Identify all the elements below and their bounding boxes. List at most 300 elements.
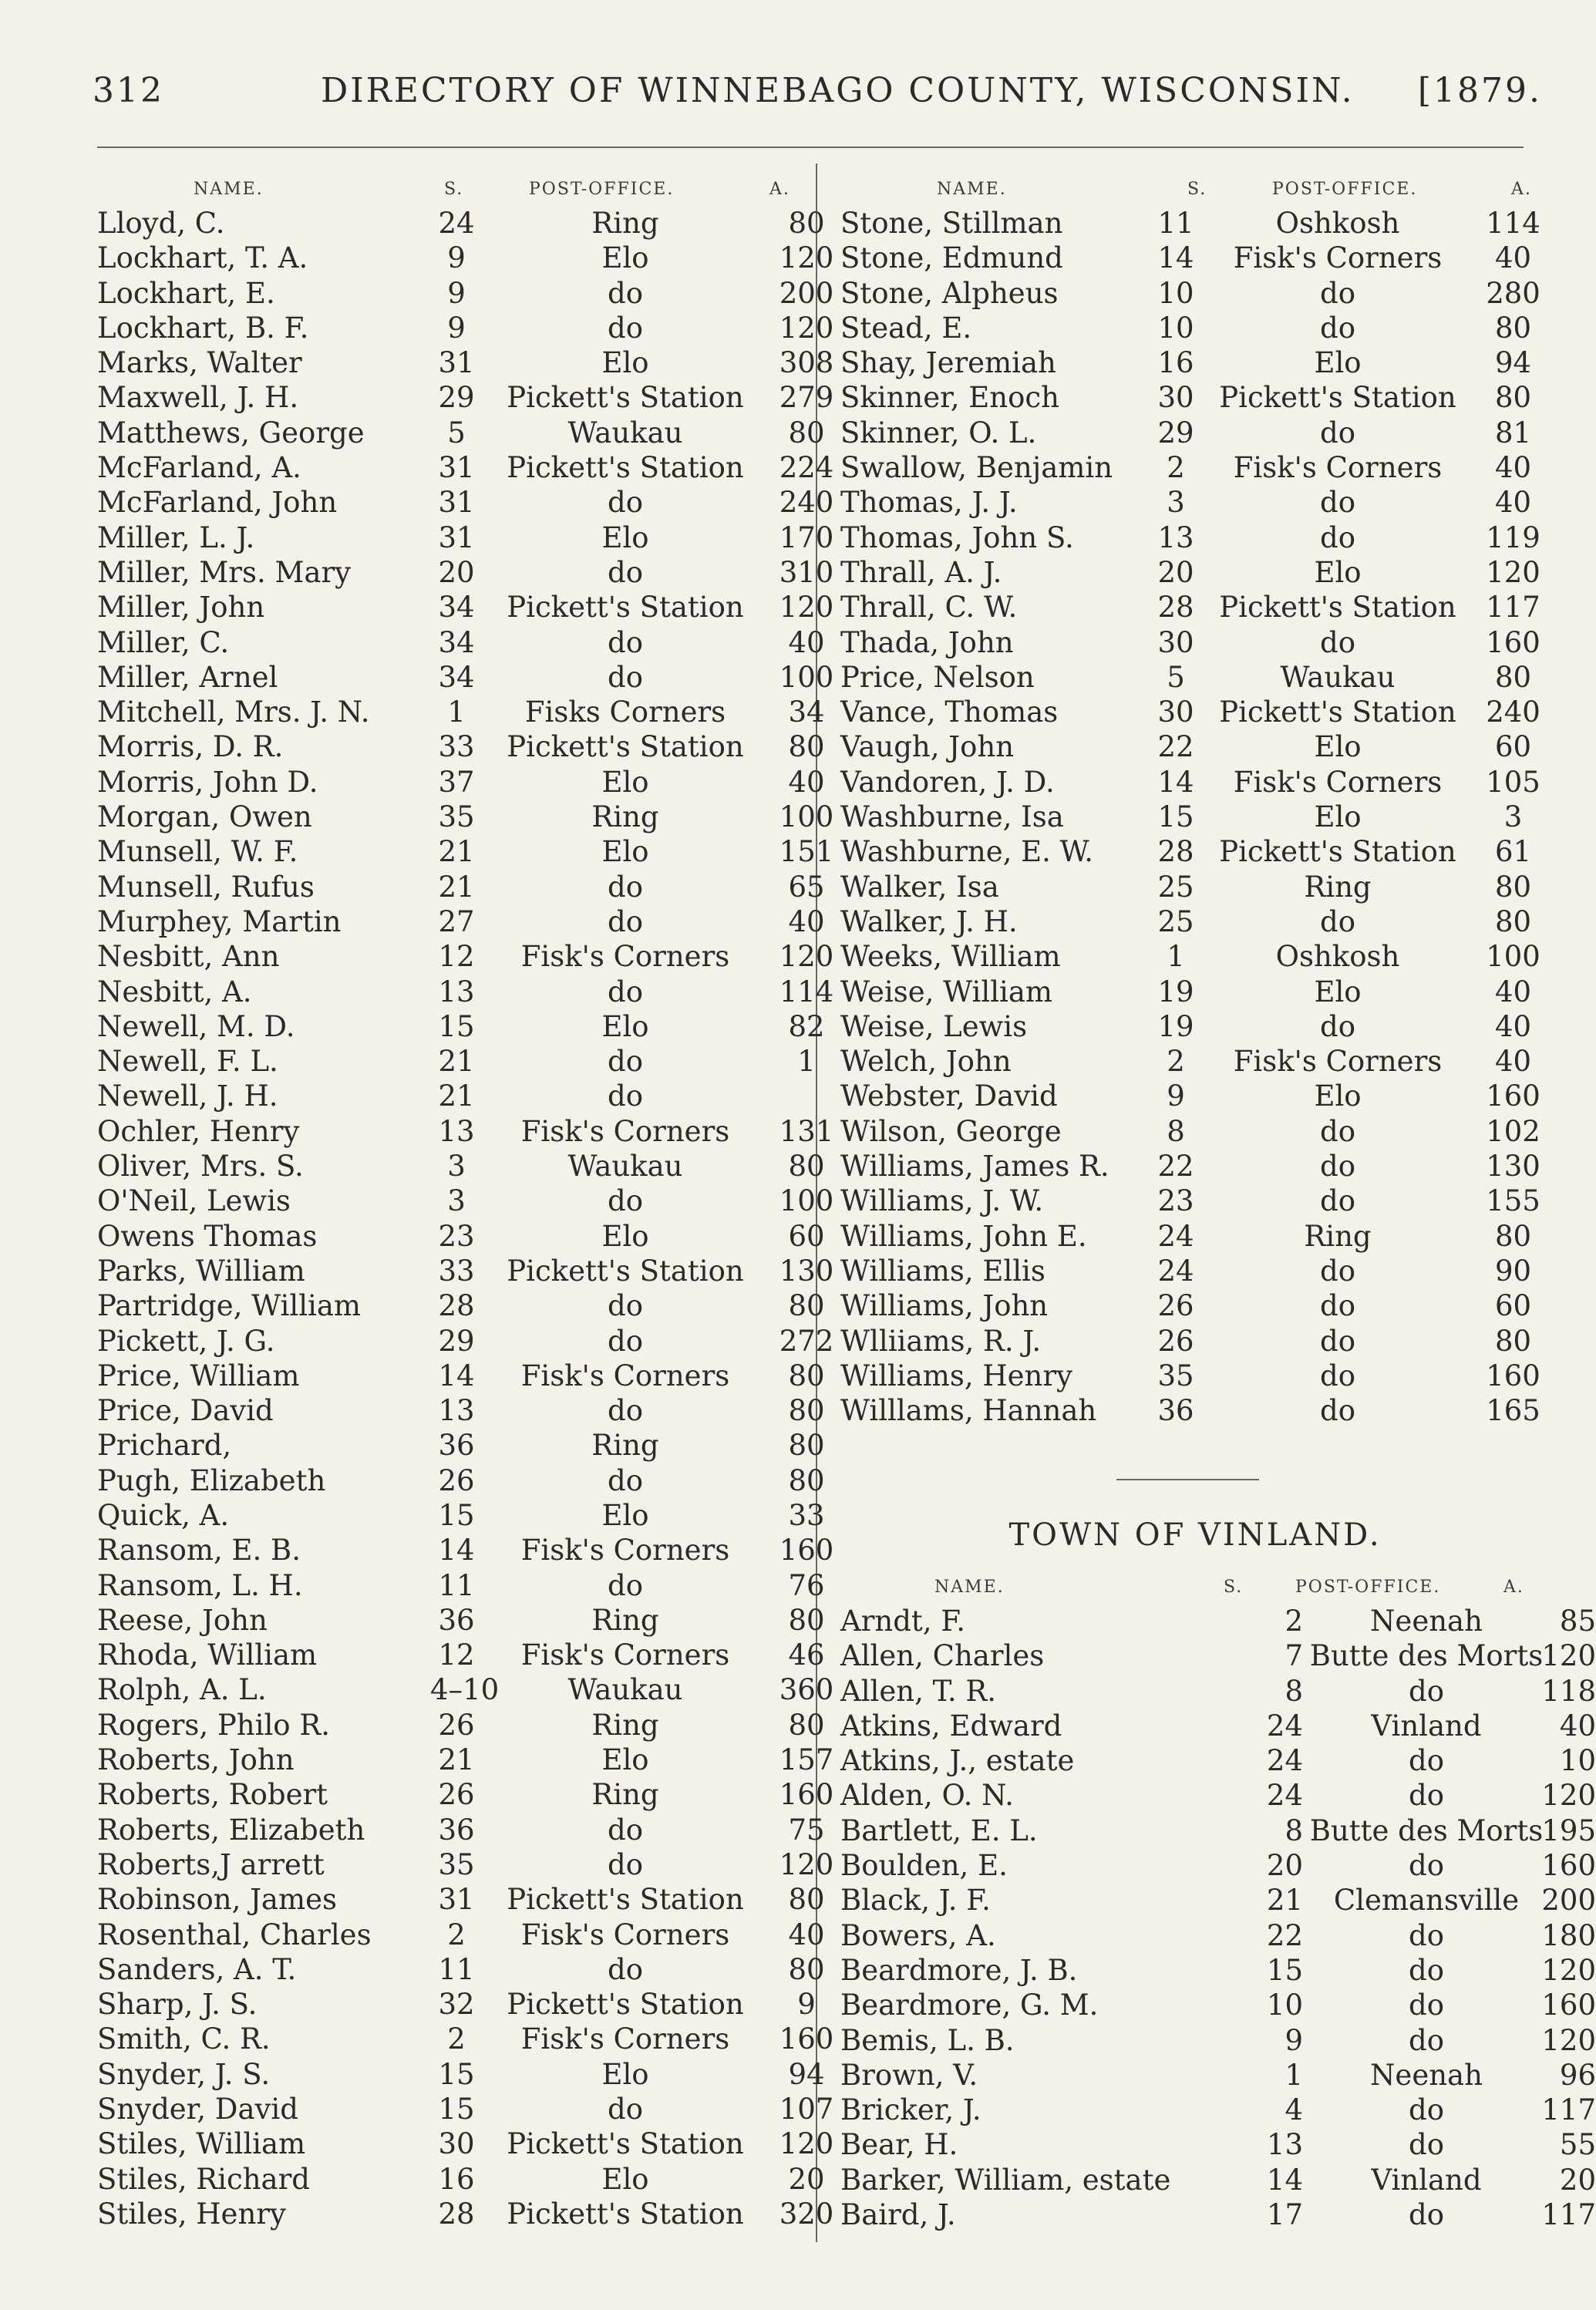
header-rule <box>97 146 1524 148</box>
directory-row <box>97 485 834 520</box>
entry-acres: 120 <box>1541 2023 1596 2057</box>
entry-name: Prichard, <box>97 1429 232 1463</box>
entry-post-office: Pickett's Station <box>507 451 744 485</box>
entry-acres: 96 <box>1559 2058 1596 2092</box>
entry-section: 35 <box>438 1847 475 1881</box>
directory-row <box>840 206 1542 241</box>
entry-name: Bemis, L. B. <box>840 2023 1015 2057</box>
entry-section: 16 <box>1157 346 1194 380</box>
entry-acres: 40 <box>788 904 825 938</box>
directory-row <box>840 1393 1542 1428</box>
entry-acres: 94 <box>1494 346 1532 380</box>
entry-acres: 240 <box>1486 695 1540 729</box>
entry-acres: 130 <box>1486 1150 1540 1184</box>
entry-section: 20 <box>1266 1849 1303 1883</box>
entry-acres: 170 <box>779 520 834 554</box>
directory-row <box>97 2057 825 2092</box>
entry-section: 37 <box>438 765 475 799</box>
entry-post-office: do <box>608 975 643 1009</box>
entry-acres: 200 <box>779 276 834 310</box>
entry-section: 15 <box>438 2093 475 2126</box>
entry-section: 5 <box>447 416 466 450</box>
entry-name: Vaugh, John <box>840 730 1015 764</box>
entry-post-office: do <box>608 1045 643 1079</box>
entry-acres: 20 <box>788 2162 825 2196</box>
directory-row <box>97 1044 816 1079</box>
entry-acres: 40 <box>1494 241 1532 275</box>
entry-section: 20 <box>438 555 475 589</box>
entry-name: Allen, T. R. <box>840 1674 997 1708</box>
entry-acres: 76 <box>788 1568 825 1602</box>
entry-section: 13 <box>438 1394 475 1428</box>
entry-acres: 9 <box>797 1988 816 2022</box>
entry-post-office: Neenah <box>1370 2058 1483 2092</box>
entry-name: Partridge, William <box>97 1289 362 1323</box>
entry-section: 30 <box>1157 695 1194 729</box>
entry-acres: 160 <box>1486 1079 1540 1113</box>
entry-name: Sanders, A. T. <box>97 1952 297 1986</box>
directory-row <box>97 1638 825 1672</box>
entry-section: 19 <box>1157 975 1194 1009</box>
entry-name: Marks, Walter <box>97 346 302 380</box>
directory-row <box>840 1883 1596 1918</box>
entry-post-office: do <box>1320 1394 1355 1428</box>
entry-post-office: Pickett's Station <box>507 381 744 415</box>
header-a: A. <box>769 180 790 199</box>
entry-acres: 280 <box>1486 276 1540 310</box>
entry-acres: 85 <box>1559 1605 1596 1638</box>
entry-name: Robinson, James <box>97 1883 337 1917</box>
entry-post-office: do <box>1409 1988 1444 2022</box>
right-rows <box>840 206 1542 1428</box>
entry-section: 20 <box>1157 555 1194 589</box>
entry-section: 24 <box>1266 1779 1303 1813</box>
entry-acres: 308 <box>779 346 834 380</box>
section-rule <box>1116 1479 1259 1480</box>
entry-acres: 120 <box>1541 1953 1596 1987</box>
entry-section: 14 <box>1157 241 1194 275</box>
entry-acres: 120 <box>779 2127 834 2161</box>
entry-section: 36 <box>438 1429 475 1463</box>
entry-acres: 160 <box>779 1534 834 1568</box>
entry-acres: 80 <box>788 1708 825 1742</box>
entry-acres: 46 <box>788 1638 825 1672</box>
entry-acres: 80 <box>788 1289 825 1323</box>
entry-post-office: Elo <box>601 1219 649 1253</box>
directory-row <box>97 800 834 834</box>
entry-acres: 75 <box>788 1813 825 1847</box>
entry-acres: 160 <box>1541 1988 1596 2022</box>
directory-row <box>97 1603 825 1638</box>
entry-section: 35 <box>1157 1359 1194 1392</box>
entry-name: Thrall, C. W. <box>840 591 1018 625</box>
entry-section: 21 <box>438 1079 475 1113</box>
entry-post-office: do <box>1320 311 1355 345</box>
entry-acres: 120 <box>779 591 834 625</box>
entry-post-office: Fisk's Corners <box>520 1359 730 1392</box>
entry-acres: 180 <box>1541 1918 1596 1952</box>
directory-row <box>97 1708 825 1743</box>
entry-post-office: Vinland <box>1371 2163 1482 2197</box>
entry-name: Welch, John <box>840 1045 1012 1079</box>
entry-acres: 1 <box>797 1045 816 1079</box>
directory-row <box>97 2162 825 2197</box>
entry-name: Miller, Mrs. Mary <box>97 555 352 589</box>
entry-acres: 105 <box>1486 765 1540 799</box>
entry-section: 31 <box>438 451 475 485</box>
entry-post-office: do <box>608 1184 643 1218</box>
entry-post-office: Pickett's Station <box>507 2127 744 2161</box>
entry-section: 28 <box>1157 591 1194 625</box>
entry-section: 19 <box>1157 1009 1194 1043</box>
entry-section: 21 <box>438 835 475 869</box>
entry-post-office: Oshkosh <box>1275 940 1400 974</box>
entry-section: 2 <box>447 2022 466 2056</box>
entry-name: Pickett, J. G. <box>97 1324 275 1358</box>
entry-post-office: Waukau <box>567 1673 683 1707</box>
entry-section: 9 <box>1285 2023 1303 2057</box>
entry-acres: 80 <box>1494 311 1532 345</box>
entry-post-office: do <box>608 870 643 904</box>
entry-name: Bricker, J. <box>840 2093 982 2127</box>
entry-post-office: do <box>1320 520 1355 554</box>
entry-name: Mitchell, Mrs. J. N. <box>97 695 370 729</box>
entry-post-office: do <box>1409 2093 1444 2127</box>
entry-section: 34 <box>438 660 475 694</box>
entry-name: Bowers, A. <box>840 1918 996 1952</box>
left-column <box>97 173 834 2231</box>
right-column <box>840 173 1542 1428</box>
directory-row <box>840 450 1542 485</box>
directory-row <box>840 1288 1542 1323</box>
entry-post-office: Fisk's Corners <box>1233 1045 1443 1079</box>
entry-acres: 131 <box>779 1114 834 1148</box>
header-s: S. <box>1224 1578 1244 1597</box>
entry-section: 21 <box>438 1045 475 1079</box>
entry-section: 28 <box>1157 835 1194 869</box>
directory-row <box>97 1114 834 1149</box>
entry-section: 13 <box>1266 2128 1303 2162</box>
directory-row <box>840 1953 1596 1988</box>
directory-row <box>840 1674 1596 1709</box>
entry-acres: 224 <box>779 451 834 485</box>
entry-acres: 40 <box>1494 451 1532 485</box>
entry-name: Thada, John <box>840 625 1014 659</box>
directory-row <box>97 2126 834 2161</box>
entry-acres: 80 <box>788 1150 825 1184</box>
entry-post-office: Fisk's Corners <box>520 940 730 974</box>
entry-name: Williams, J. W. <box>840 1184 1044 1218</box>
directory-row <box>97 1847 834 1882</box>
entry-name: Willlams, Hannah <box>840 1394 1097 1428</box>
header-name: NAME. <box>934 1578 1005 1597</box>
entry-acres: 40 <box>788 765 825 799</box>
entry-name: Morris, John D. <box>97 765 318 799</box>
directory-row <box>840 729 1542 764</box>
entry-post-office: do <box>608 486 643 520</box>
entry-acres: 55 <box>1559 2128 1596 2162</box>
entry-section: 10 <box>1157 276 1194 310</box>
entry-acres: 81 <box>1494 416 1532 450</box>
entry-post-office: do <box>1320 1184 1355 1218</box>
entry-acres: 90 <box>1494 1254 1532 1288</box>
entry-section: 34 <box>438 591 475 625</box>
entry-section: 30 <box>1157 625 1194 659</box>
directory-row <box>97 1813 825 1847</box>
entry-section: 10 <box>1157 311 1194 345</box>
directory-row <box>840 2127 1596 2162</box>
entry-section: 12 <box>438 1638 475 1672</box>
entry-post-office: Ring <box>591 1708 659 1742</box>
entry-acres: 160 <box>779 2022 834 2056</box>
entry-acres: 40 <box>1559 1709 1596 1743</box>
directory-row <box>840 590 1542 625</box>
entry-acres: 130 <box>779 1254 834 1288</box>
entry-post-office: Elo <box>601 1743 649 1777</box>
directory-row <box>97 1568 825 1603</box>
directory-row <box>97 765 825 800</box>
entry-name: Walker, Isa <box>840 870 999 904</box>
entry-name: Rogers, Philo R. <box>97 1708 330 1742</box>
entry-post-office: Butte des Morts <box>1309 1813 1544 1847</box>
directory-row <box>840 2023 1596 2058</box>
entry-name: Munsell, W. F. <box>97 835 298 869</box>
directory-row <box>97 345 834 380</box>
directory-row <box>97 276 834 311</box>
entry-section: 9 <box>447 276 466 310</box>
entry-section: 28 <box>438 1289 475 1323</box>
entry-post-office: do <box>1320 1324 1355 1358</box>
directory-row <box>97 1149 825 1184</box>
entry-section: 24 <box>1266 1744 1303 1778</box>
entry-post-office: do <box>608 1289 643 1323</box>
directory-row <box>840 1604 1596 1638</box>
entry-post-office: do <box>1409 1674 1444 1708</box>
entry-post-office: Ring <box>1304 1219 1372 1253</box>
entry-post-office: Fisk's Corners <box>520 1114 730 1148</box>
entry-name: Newell, J. H. <box>97 1079 278 1113</box>
directory-row <box>97 870 825 904</box>
entry-post-office: Fisk's Corners <box>1233 241 1443 275</box>
entry-name: Munsell, Rufus <box>97 870 315 904</box>
entry-name: McFarland, A. <box>97 451 301 485</box>
entry-post-office: Elo <box>1314 555 1362 589</box>
entry-post-office: Pickett's Station <box>507 730 744 764</box>
entry-name: Wilson, George <box>840 1114 1062 1148</box>
entry-post-office: Elo <box>1314 975 1362 1009</box>
entry-post-office: do <box>1320 1114 1355 1148</box>
directory-row <box>840 2197 1596 2232</box>
entry-acres: 114 <box>779 975 834 1009</box>
entry-name: Bear, H. <box>840 2128 958 2162</box>
entry-name: Newell, M. D. <box>97 1009 295 1043</box>
directory-row <box>97 2197 834 2231</box>
entry-post-office: do <box>608 1813 643 1847</box>
entry-name: Stone, Alpheus <box>840 276 1059 310</box>
directory-row <box>97 416 825 450</box>
entry-section: 16 <box>438 2162 475 2196</box>
directory-row <box>840 800 1542 834</box>
entry-section: 30 <box>1157 381 1194 415</box>
entry-name: Rhoda, William <box>97 1638 318 1672</box>
entry-acres: 119 <box>1486 520 1540 554</box>
entry-acres: 155 <box>1486 1184 1540 1218</box>
entry-post-office: Elo <box>1314 346 1362 380</box>
entry-acres: 100 <box>1486 940 1540 974</box>
header-s: S. <box>444 180 464 199</box>
entry-name: Williams, John <box>840 1289 1049 1323</box>
directory-row <box>97 1952 825 1987</box>
entry-post-office: Pickett's Station <box>507 1254 744 1288</box>
entry-name: Rosenthal, Charles <box>97 1918 372 1951</box>
directory-row <box>97 660 834 695</box>
entry-acres: 120 <box>779 1847 834 1881</box>
entry-section: 2 <box>447 1918 466 1951</box>
entry-acres: 120 <box>1541 1779 1596 1813</box>
entry-name: Williams, John E. <box>840 1219 1087 1253</box>
entry-acres: 40 <box>788 1918 825 1951</box>
entry-section: 25 <box>1157 904 1194 938</box>
entry-section: 31 <box>438 1883 475 1917</box>
entry-name: Skinner, O. L. <box>840 416 1037 450</box>
entry-name: Stiles, Richard <box>97 2162 310 2196</box>
header-a: A. <box>1511 180 1532 199</box>
entry-name: Newell, F. L. <box>97 1045 278 1079</box>
entry-name: Beardmore, J. B. <box>840 1953 1078 1987</box>
entry-name: Oliver, Mrs. S. <box>97 1150 304 1184</box>
directory-row <box>840 555 1542 590</box>
entry-post-office: Fisks Corners <box>524 695 726 729</box>
entry-post-office: do <box>608 1952 643 1986</box>
entry-post-office: do <box>1320 904 1355 938</box>
entry-section: 10 <box>1266 1988 1303 2022</box>
entry-post-office: do <box>1320 486 1355 520</box>
entry-post-office: Fisk's Corners <box>520 1534 730 1568</box>
entry-section: 25 <box>1157 870 1194 904</box>
entry-section: 23 <box>1157 1184 1194 1218</box>
entry-name: Sharp, J. S. <box>97 1988 258 2022</box>
entry-acres: 100 <box>779 660 834 694</box>
entry-name: Alden, O. N. <box>840 1779 1014 1813</box>
entry-section: 1 <box>1285 2058 1303 2092</box>
directory-row <box>97 1359 825 1393</box>
entry-name: Weise, Lewis <box>840 1009 1028 1043</box>
directory-row <box>840 870 1542 904</box>
entry-name: Price, Nelson <box>840 660 1035 694</box>
entry-post-office: do <box>1409 2128 1444 2162</box>
entry-post-office: Ring <box>591 1603 659 1637</box>
entry-name: Rolph, A. L. <box>97 1673 267 1707</box>
entry-section: 24 <box>1266 1709 1303 1743</box>
entry-post-office: Pickett's Station <box>507 1988 744 2022</box>
entry-section: 11 <box>1157 207 1194 240</box>
directory-row <box>840 1149 1542 1184</box>
entry-name: Matthews, George <box>97 416 365 450</box>
entry-acres: 60 <box>788 1219 825 1253</box>
entry-acres: 40 <box>1494 486 1532 520</box>
entry-name: Webster, David <box>840 1079 1058 1113</box>
directory-row <box>97 1987 816 2022</box>
directory-row <box>97 1533 834 1568</box>
directory-row <box>97 1463 825 1498</box>
directory-row <box>840 625 1542 660</box>
entry-name: Thrall, A. J. <box>840 555 1002 589</box>
entry-post-office: Pickett's Station <box>507 591 744 625</box>
entry-name: Ochler, Henry <box>97 1114 300 1148</box>
entry-name: Atkins, Edward <box>840 1709 1062 1743</box>
directory-row <box>97 1498 825 1533</box>
entry-acres: 80 <box>1494 660 1532 694</box>
entry-post-office: Clemansville <box>1333 1884 1520 1918</box>
entry-name: Snyder, J. S. <box>97 2057 271 2091</box>
entry-section: 2 <box>1167 451 1185 485</box>
entry-section: 26 <box>438 1708 475 1742</box>
entry-name: Weise, William <box>840 975 1053 1009</box>
page-header <box>93 71 1542 117</box>
entry-post-office: Waukau <box>1280 660 1396 694</box>
entry-section: 33 <box>438 1254 475 1288</box>
entry-post-office: do <box>608 1079 643 1113</box>
entry-post-office: do <box>1409 1744 1444 1778</box>
directory-row <box>97 939 834 974</box>
entry-name: Allen, Charles <box>840 1639 1045 1673</box>
directory-row <box>840 345 1542 380</box>
entry-acres: 40 <box>788 625 825 659</box>
entry-post-office: Fisk's Corners <box>520 1918 730 1951</box>
entry-post-office: do <box>1409 2198 1444 2232</box>
entry-section: 9 <box>447 241 466 275</box>
entry-name: Vance, Thomas <box>840 695 1059 729</box>
entry-section: 1 <box>1167 940 1185 974</box>
entry-name: Walker, J. H. <box>840 904 1018 938</box>
entry-name: Lockhart, T. A. <box>97 241 308 275</box>
directory-row <box>840 276 1542 311</box>
entry-post-office: Elo <box>1314 800 1362 834</box>
entry-post-office: do <box>608 625 643 659</box>
entry-section: 26 <box>1157 1289 1194 1323</box>
entry-post-office: do <box>1409 2023 1444 2057</box>
entry-section: 3 <box>1167 486 1185 520</box>
entry-section: 36 <box>438 1813 475 1847</box>
entry-name: Smith, C. R. <box>97 2022 271 2056</box>
entry-acres: 82 <box>788 1009 825 1043</box>
entry-section: 29 <box>1157 416 1194 450</box>
entry-post-office: Waukau <box>567 416 683 450</box>
entry-acres: 114 <box>1486 207 1540 240</box>
directory-row <box>840 939 1542 974</box>
entry-section: 8 <box>1167 1114 1185 1148</box>
entry-section: 15 <box>438 1009 475 1043</box>
header-name: NAME. <box>194 180 264 199</box>
directory-row <box>840 1743 1596 1778</box>
entry-section: 21 <box>438 1743 475 1777</box>
directory-row <box>97 206 825 241</box>
directory-row <box>97 1288 825 1323</box>
entry-acres: 120 <box>779 940 834 974</box>
entry-name: Stead, E. <box>840 311 972 345</box>
directory-row <box>840 1044 1542 1079</box>
directory-row <box>97 1219 825 1254</box>
directory-row <box>840 1778 1596 1813</box>
right-column-header <box>840 173 1542 206</box>
entry-section: 15 <box>438 2057 475 2091</box>
entry-section: 3 <box>447 1150 466 1184</box>
entry-section: 26 <box>438 1463 475 1497</box>
directory-row <box>840 2058 1596 2093</box>
entry-name: Morris, D. R. <box>97 730 284 764</box>
directory-row <box>840 1988 1596 2022</box>
entry-name: Black, J. F. <box>840 1884 991 1918</box>
